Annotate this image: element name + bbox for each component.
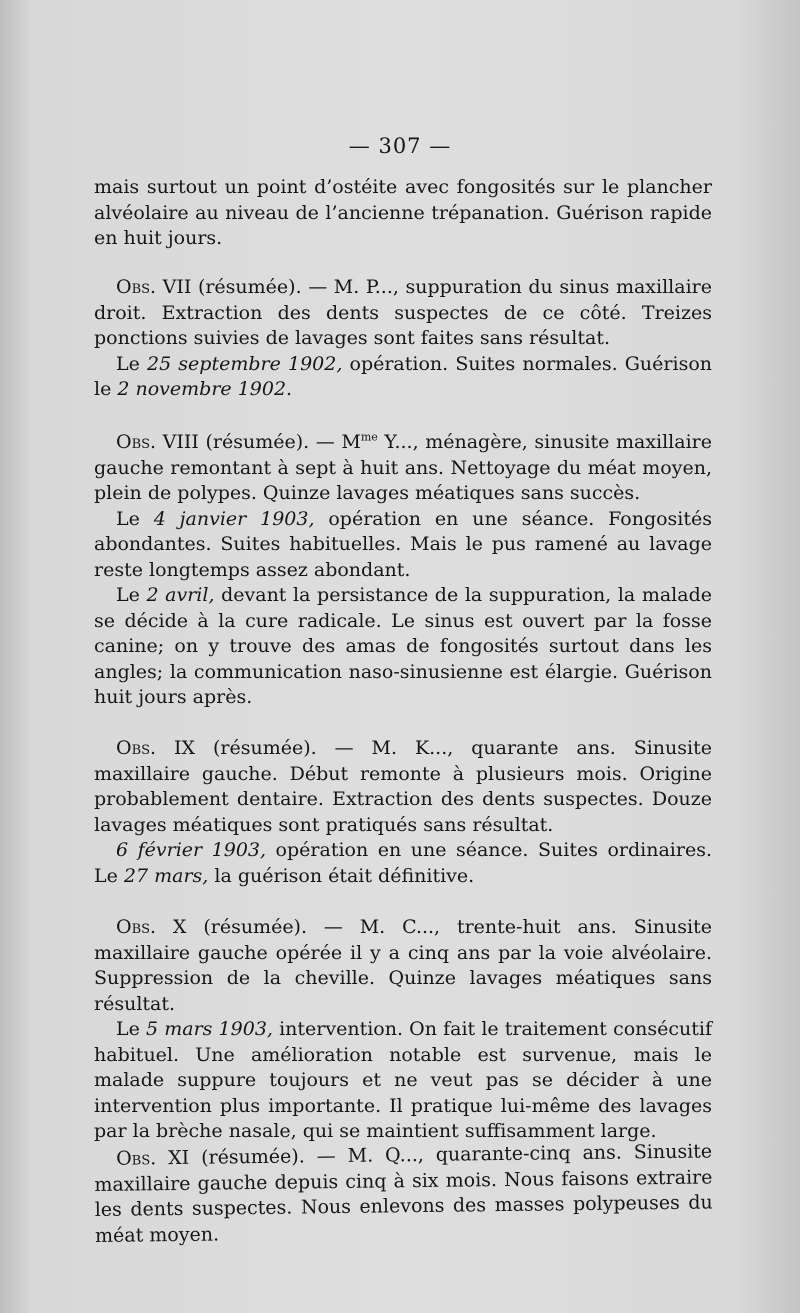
obs-vii-date-healing: 2 novembre 1902. — [117, 378, 293, 400]
obs-x-outcome — [94, 1017, 712, 1145]
obs-viii-cure — [94, 583, 712, 711]
obs-vii-date-operation: 25 septembre 1902, — [147, 352, 343, 375]
obs-vii-outcome-prefix: Le — [116, 352, 147, 375]
obs-vii-label: Obs. VII — [116, 276, 192, 298]
observation-ix — [94, 736, 712, 889]
obs-ix-date-operation: 6 février 1903, — [116, 839, 267, 861]
obs-viii-date-cure: 2 avril, — [146, 584, 215, 606]
page-number: — 307 — — [348, 134, 452, 158]
obs-vii-outcome — [94, 352, 712, 403]
observation-viii — [94, 430, 712, 711]
obs-viii-op-prefix: Le — [116, 507, 154, 530]
obs-ix-outcome-text: opération en une séance. Suites ordinaires. Le — [94, 839, 712, 887]
obs-viii-sup: me — [360, 430, 378, 444]
obs-ix-text: (résumée). — M. K..., quarante ans. Sinusite maxillaire gauche. Début remonte à plusieurs mois. Origine probablement dentaire. Extraction des dents suspectes. Douze lavages méatiques sont pratiqués sans résultat. — [94, 737, 712, 836]
continuation-paragraph — [94, 175, 712, 252]
obs-x-outcome-text: intervention. On fait le traitement consécutif habituel. Une amélioration notable est survenue, mais le malade suppure toujours et ne veut pas se décider à une intervention plus importante. Il pratique lui-même des lavages par la brèche nasale, qui se maintient suffisamment large. — [94, 1018, 713, 1142]
obs-ix-paragraph — [94, 736, 712, 838]
obs-viii-cure-prefix: Le — [116, 584, 147, 606]
continuation-text: mais surtout un point d’ostéite avec fongosités sur le plancher alvéolaire au niveau de l’ancienne trépanation. Guérison rapide en huit jours. — [94, 176, 712, 249]
obs-x-date-intervention: 5 mars 1903, — [146, 1018, 273, 1040]
obs-x-outcome-prefix: Le — [116, 1018, 147, 1040]
obs-ix-outcome-end: la guérison était définitive. — [208, 864, 475, 887]
obs-x-label: Obs. X — [116, 916, 187, 938]
obs-viii-text-b: Y..., ménagère, sinusite maxillaire gauche remontant à sept à huit ans. Nettoyage du méat moyen, plein de polypes. Quinze lavages méatiques sans succès. — [94, 431, 712, 504]
obs-xi-paragraph — [94, 1139, 713, 1249]
obs-ix-label: Obs. IX — [116, 737, 196, 759]
obs-xi-text: (résumée). — M. Q..., quarante-cinq ans. Sinusite maxillaire gauche depuis cinq à six mois. Nous faisons extraire les dents suspectes. Nous enlevons des masses polypeuses du méat moyen. — [94, 1140, 713, 1247]
observation-xi — [94, 1139, 713, 1249]
obs-viii-cure-text: devant la persistance de la suppuration, la malade se décide à la cure radicale. Le sinus est ouvert par la fosse canine; on y trouve des amas de fongosités surtout dans les angles; la communication naso-sinusienne est élargie. Guérison huit jours après. — [94, 584, 712, 708]
obs-xi-label: Obs. XI — [116, 1146, 190, 1170]
obs-vii-text: (résumée). — M. P..., suppuration du sinus maxillaire droit. Extraction des dents suspectes de ce côté. Treizes ponctions suivies de lavages sont faites sans résultat. — [94, 276, 712, 349]
obs-viii-paragraph — [94, 430, 712, 507]
obs-ix-date-healing: 27 mars, — [123, 864, 209, 887]
obs-x-paragraph — [94, 915, 712, 1017]
obs-vii-paragraph — [94, 275, 712, 352]
observation-x — [94, 915, 712, 1145]
obs-viii-label: Obs. VIII — [116, 431, 199, 453]
obs-ix-outcome — [94, 838, 712, 889]
obs-vii-outcome-text: opération. Suites normales. Guérison le — [94, 352, 712, 400]
observation-vii — [94, 275, 712, 403]
obs-viii-date-operation: 4 janvier 1903, — [153, 507, 315, 530]
obs-x-text: (résumée). — M. C..., trente-huit ans. Sinusite maxillaire gauche opérée il y a cinq ans par la voie alvéolaire. Suppression de la cheville. Quinze lavages méatiques sans résultat. — [94, 916, 712, 1015]
obs-viii-operation — [94, 507, 712, 584]
obs-viii-text-a: (résumée). — M — [198, 431, 361, 453]
obs-viii-op-text: opération en une séance. Fongosités abondantes. Suites habituelles. Mais le pus ramené au lavage reste longtemps assez abondant. — [94, 507, 712, 581]
